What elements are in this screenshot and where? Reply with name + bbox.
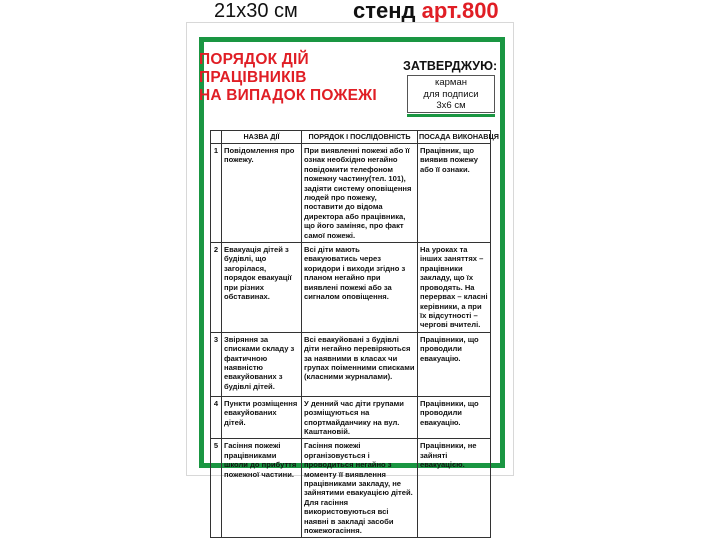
- pocket-line-2: для подписи: [423, 88, 479, 100]
- pocket-line-3: 3х6 см: [436, 100, 466, 111]
- row-order: У денний час діти групами розміщуються на спортмайданчику на вул. Каштановій.: [302, 396, 418, 439]
- row-action: Повідомлення про пожежу.: [222, 144, 302, 243]
- poster: [187, 23, 513, 535]
- row-order: При виявленні пожежі або її ознак необхідно негайно повідомити телефоном пожежну частину(тел. 101), задіяти систему оповіщення людей про пожежу, поставити до відома директора або працівника, що його заміняє, про факт самої пожежі.: [302, 144, 418, 243]
- row-action: Звіряння за списками складу з фактичною наявністю евакуйованих з будівлі дітей.: [222, 332, 302, 396]
- row-order: Гасіння пожежі організовується і проводиться негайно з моменту її виявлення працівниками закладу, не зайнятими евакуацією дітей. Для гасіння використовуються всі наявні в закладі засоби пожежогасіння.: [302, 439, 418, 538]
- row-responsible: Працівники, що проводили евакуацію.: [418, 332, 491, 396]
- row-order: Всі діти мають евакуюватись через коридори і виходи згідно з планом негайно при виявлені пожежі або за сигналом оповіщення.: [302, 243, 418, 333]
- pocket-underline: [407, 114, 495, 117]
- row-num: 4: [211, 396, 222, 439]
- size-label: 21x30 см: [214, 0, 298, 22]
- row-num: 2: [211, 243, 222, 333]
- approve-label: ЗАТВЕРДЖУЮ:: [403, 59, 498, 73]
- row-num: 1: [211, 144, 222, 243]
- stand-word: стенд: [353, 0, 416, 23]
- row-action: Евакуація дітей з будівлі, що загорілася, порядок евакуації при різних обставинах.: [222, 243, 302, 333]
- pocket-line-1: карман: [435, 77, 467, 88]
- header-responsible: ПОСАДА ВИКОНАВЦЯ: [418, 131, 491, 144]
- article-label: [353, 0, 499, 24]
- row-action: Гасіння пожежі працівниками школи до прибуття пожежної частини.: [222, 439, 302, 538]
- title-line-1: ПОРЯДОК ДІЙ: [199, 51, 309, 68]
- table-header-row: [211, 131, 491, 144]
- header-action: НАЗВА ДІЇ: [222, 131, 302, 144]
- row-responsible: Працівник, що виявив пожежу або її ознаки.: [418, 144, 491, 243]
- row-responsible: На уроках та інших заняттях – працівники закладу, що їх проводять. На перервах – класні керівники, а при їх відсутності – чергові вчителі.: [418, 243, 491, 333]
- header-num: [211, 131, 222, 144]
- row-responsible: Працівники, не зайняті евакуацією.: [418, 439, 491, 538]
- row-num: 5: [211, 439, 222, 538]
- row-order: Всі евакуйовані з будівлі діти негайно перевіряються за наявними в класах чи групах поіменними списками (класними журналами).: [302, 332, 418, 396]
- title-line-3: НА ВИПАДОК ПОЖЕЖІ: [199, 87, 377, 104]
- signature-pocket: [407, 75, 495, 113]
- row-responsible: Працівники, що проводили евакуацію.: [418, 396, 491, 439]
- poster-title: [199, 51, 399, 105]
- procedure-table: [210, 130, 499, 538]
- article-code: арт.800: [421, 0, 499, 23]
- title-line-2: ПРАЦІВНИКІВ: [199, 69, 307, 86]
- row-num: 3: [211, 332, 222, 396]
- table-row: [211, 396, 491, 439]
- row-action: Пункти розміщення евакуйованих дітей.: [222, 396, 302, 439]
- header-order: ПОРЯДОК І ПОСЛІДОВНІСТЬ: [302, 131, 418, 144]
- table-row: [211, 144, 491, 243]
- table-row: [211, 439, 491, 538]
- table-row: [211, 243, 491, 333]
- table-row: [211, 332, 491, 396]
